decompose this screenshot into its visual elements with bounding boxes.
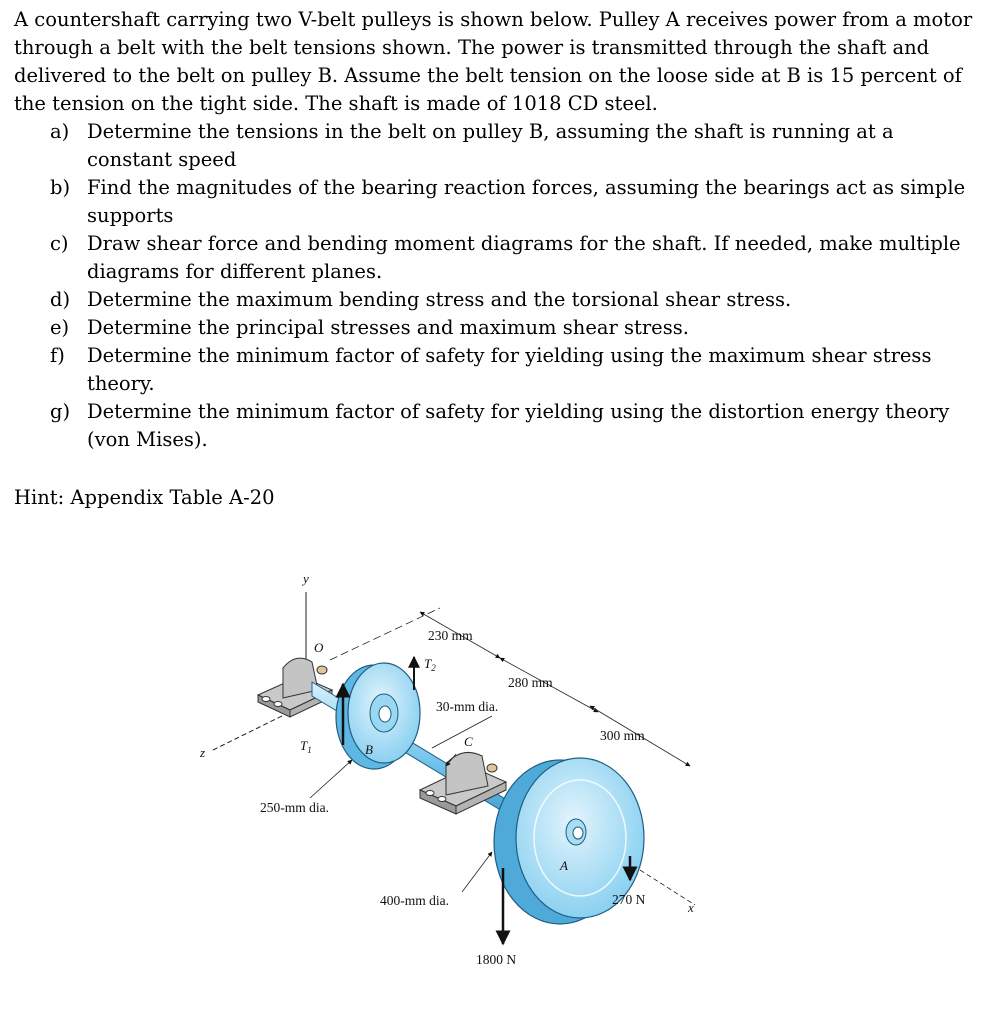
question-label: f): [50, 344, 65, 367]
question-item: [14, 174, 974, 230]
question-label: c): [50, 232, 69, 255]
question-list: [14, 118, 974, 454]
dim-280-label: 280 mm: [508, 675, 553, 690]
pulley-b-dia-label: 250-mm dia.: [260, 800, 329, 815]
question-item: [14, 342, 974, 398]
dim-230-label: 230 mm: [428, 628, 473, 643]
z-axis-label: z: [200, 745, 206, 760]
question-text: Determine the principal stresses and maximum shear stress.: [87, 316, 689, 339]
t1-label: $T_1$: [300, 738, 312, 755]
question-item: [14, 118, 974, 174]
question-text: Find the magnitudes of the bearing reaction forces, assuming the bearings act as simple supports: [87, 176, 966, 227]
dim-300-label: 300 mm: [600, 728, 645, 743]
question-item: [14, 314, 974, 342]
question-label: d): [50, 288, 71, 311]
question-item: [14, 230, 974, 286]
question-label: e): [50, 316, 70, 339]
question-label: a): [50, 120, 70, 143]
question-label: b): [50, 176, 71, 199]
shaft-centerline: [330, 608, 440, 660]
shaft-dia-label: 30-mm dia.: [436, 699, 499, 714]
bearing-c-label: C: [464, 734, 473, 749]
x-axis-label: x: [688, 900, 694, 915]
question-label: g): [50, 400, 71, 423]
problem-statement: [14, 6, 974, 454]
z-axis-line: [213, 712, 290, 750]
question-text: Determine the maximum bending stress and the torsional shear stress.: [87, 288, 792, 311]
countershaft-figure: [0, 560, 981, 1000]
t2-label: $T_2$: [424, 656, 436, 673]
hint-text: Hint: Appendix Table A-20: [14, 486, 275, 509]
problem-intro: A countershaft carrying two V-belt pulleys is shown below. Pulley A receives power from a motor through a belt with the belt tensions shown. The power is transmitted through the shaft and delivered to the belt on pulley B. Assume the belt tension on the loose side at B is 15 percent of the tension on the tight side. The shaft is made of 1018 CD steel.: [14, 8, 973, 115]
pulley-a-dia-leader: [462, 852, 492, 892]
pulley-b-label: B: [365, 742, 373, 757]
y-axis-label: y: [303, 571, 309, 586]
question-text: Determine the tensions in the belt on pulley B, assuming the shaft is running at a constant speed: [87, 120, 894, 171]
question-text: Determine the minimum factor of safety for yielding using the maximum shear stress theory.: [87, 344, 932, 395]
question-item: [14, 286, 974, 314]
origin-label: O: [314, 640, 324, 655]
force-1800-label: 1800 N: [476, 952, 517, 967]
force-270-label: 270 N: [612, 892, 646, 907]
pulley-a-label: A: [560, 858, 568, 873]
x-axis-line: [640, 870, 695, 905]
question-text: Determine the minimum factor of safety for yielding using the distortion energy theory (von Mises).: [87, 400, 950, 451]
question-text: Draw shear force and bending moment diagrams for the shaft. If needed, make multiple diagrams for different planes.: [87, 232, 961, 283]
question-item: [14, 398, 974, 454]
shaft-dia-leader: [432, 716, 492, 748]
pulley-b-dia-leader: [310, 760, 352, 798]
pulley-a-dia-label: 400-mm dia.: [380, 893, 449, 908]
